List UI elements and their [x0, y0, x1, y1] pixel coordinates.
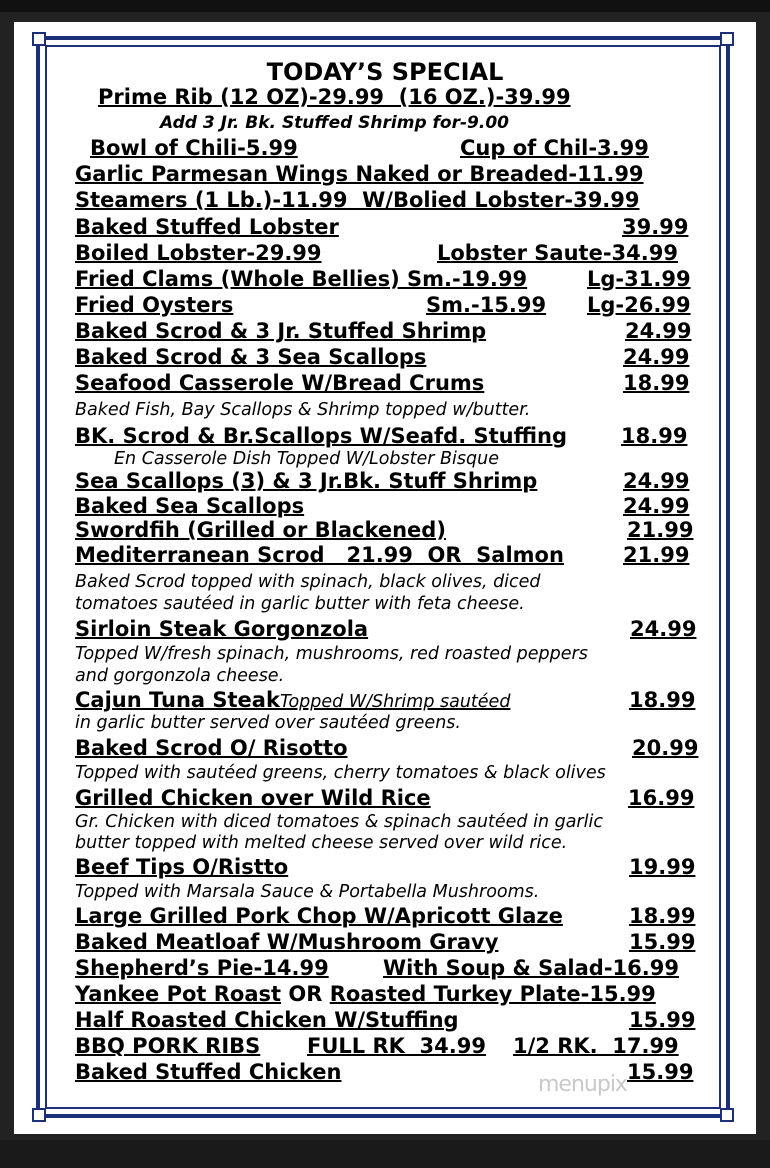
menu-item: Baked Stuffed Chicken — [75, 1060, 342, 1084]
item-price: 18.99 — [629, 688, 696, 712]
page-title: TODAY’S SPECIAL — [266, 58, 504, 86]
menu-item: Cajun Tuna SteakTopped W/Shrimp sautéed — [75, 688, 511, 712]
item-description: Topped with sautéed greens, cherry tomatoes & black olives — [75, 763, 606, 783]
item-description: Baked Fish, Bay Scallops & Shrimp topped w/butter. — [75, 400, 531, 420]
item-price: 18.99 — [623, 371, 690, 395]
menu-item: Seafood Casserole W/Bread Crums — [75, 371, 485, 395]
item-description: butter topped with melted cheese served over wild rice. — [75, 833, 568, 853]
menu-item: Swordfih (Grilled or Blackened) — [75, 518, 446, 542]
menu-item: Yankee Pot Roast OR Roasted Turkey Plate-15.99 — [75, 982, 656, 1006]
menu-content — [14, 22, 756, 1134]
item-price: 39.99 — [622, 215, 689, 239]
menu-item: BK. Scrod & Br.Scallops W/Seafd. Stuffing — [75, 424, 567, 448]
item-price: 20.99 — [632, 736, 699, 760]
item-price: 24.99 — [623, 469, 690, 493]
menu-item: Half Roasted Chicken W/Stuffing — [75, 1008, 459, 1032]
menu-item: Shepherd’s Pie-14.99 — [75, 956, 329, 980]
item-price: Lg-26.99 — [587, 293, 691, 317]
item-price: 15.99 — [629, 1008, 696, 1032]
item-description: tomatoes sautéed in garlic butter with feta cheese. — [75, 594, 525, 614]
add-shrimp: Add 3 Jr. Bk. Stuffed Shrimp for-9.00 — [160, 113, 509, 133]
menu-item: Large Grilled Pork Chop W/Apricott Glaze — [75, 904, 563, 928]
item-description: Topped W/fresh spinach, mushrooms, red roasted peppers — [75, 644, 588, 664]
menu-item: Baked Stuffed Lobster — [75, 215, 339, 239]
item-price: 1/2 RK. 17.99 — [513, 1034, 679, 1058]
menu-item: With Soup & Salad-16.99 — [383, 956, 679, 980]
menu-item: Beef Tips O/Ristto — [75, 855, 289, 879]
item-price: 18.99 — [629, 904, 696, 928]
item-description: Baked Scrod topped with spinach, black olives, diced — [75, 572, 541, 592]
chili-cup: Cup of Chil-3.99 — [460, 136, 649, 160]
menu-item: Baked Scrod O/ Risotto — [75, 736, 348, 760]
item-price: 18.99 — [621, 424, 688, 448]
menu-item: Baked Scrod & 3 Sea Scallops — [75, 345, 427, 369]
bottom-bar — [0, 1140, 770, 1168]
item-description: and gorgonzola cheese. — [75, 666, 285, 686]
menu-item: Baked Scrod & 3 Jr. Stuffed Shrimp — [75, 319, 487, 343]
menu-item: Boiled Lobster-29.99 — [75, 241, 322, 265]
item-price: Sm.-15.99 — [426, 293, 547, 317]
item-price: 15.99 — [627, 1060, 694, 1084]
menu-item: BBQ PORK RIBS — [75, 1034, 261, 1058]
menu-item: Sirloin Steak Gorgonzola — [75, 617, 369, 641]
menu-item: Mediterranean Scrod 21.99 OR Salmon — [75, 543, 564, 567]
menu-item: Steamers (1 Lb.)-11.99 W/Bolied Lobster-39.99 — [75, 188, 640, 212]
item-price: Lg-31.99 — [587, 267, 691, 291]
menu-sheet — [14, 22, 756, 1134]
menu-item: Baked Sea Scallops — [75, 494, 305, 518]
item-price: 24.99 — [623, 494, 690, 518]
prime-rib: Prime Rib (12 OZ)-29.99 (16 OZ.)-39.99 — [98, 85, 571, 109]
item-description: En Casserole Dish Topped W/Lobster Bisque — [114, 449, 499, 469]
item-description: in garlic butter served over sautéed greens. — [75, 713, 461, 733]
menu-item: Lobster Saute-34.99 — [437, 241, 678, 265]
menu-item: Fried Oysters — [75, 293, 234, 317]
watermark: menupix — [538, 1072, 627, 1097]
item-description: Topped with Marsala Sauce & Portabella Mushrooms. — [75, 882, 540, 902]
item-price: FULL RK 34.99 — [307, 1034, 486, 1058]
menu-item: Garlic Parmesan Wings Naked or Breaded-11.99 — [75, 162, 644, 186]
item-price: 21.99 — [627, 518, 694, 542]
item-price: 15.99 — [629, 930, 696, 954]
item-description: Gr. Chicken with diced tomatoes & spinach sautéed in garlic — [75, 812, 603, 832]
item-price: 24.99 — [625, 319, 692, 343]
item-price: 16.99 — [628, 786, 695, 810]
item-description: Topped W/Shrimp sautéed — [279, 692, 511, 712]
menu-item: Baked Meatloaf W/Mushroom Gravy — [75, 930, 499, 954]
item-price: 24.99 — [623, 345, 690, 369]
item-price: 24.99 — [630, 617, 697, 641]
menu-item: Grilled Chicken over Wild Rice — [75, 786, 431, 810]
chili-bowl: Bowl of Chili-5.99 — [90, 136, 298, 160]
item-price: 19.99 — [629, 855, 696, 879]
item-price: 21.99 — [623, 543, 690, 567]
top-bar — [0, 0, 770, 12]
menu-item: Sea Scallops (3) & 3 Jr.Bk. Stuff Shrimp — [75, 469, 538, 493]
menu-item: Fried Clams (Whole Bellies) Sm.-19.99 — [75, 267, 528, 291]
